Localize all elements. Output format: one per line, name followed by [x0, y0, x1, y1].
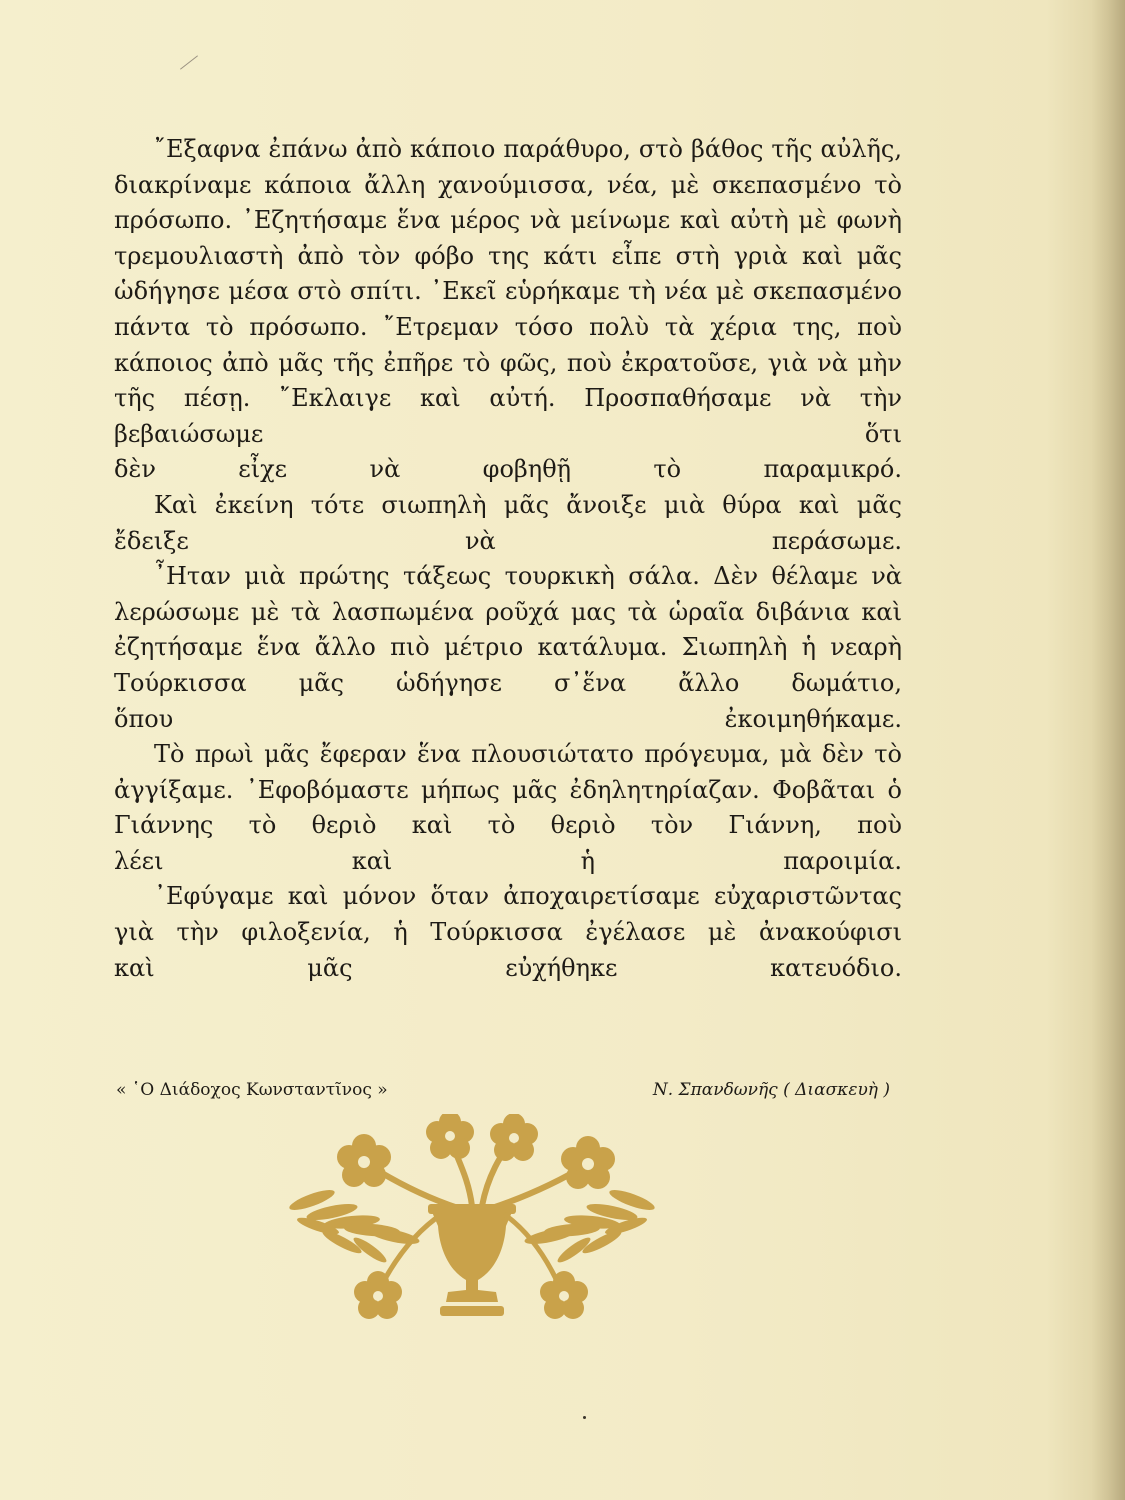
paragraph-3-text: ῏Ηταν μιὰ πρώτης τάξεως τουρκικὴ σάλα. Δὲν θέλαμε νὰ λερώσωμε μὲ τὰ λασπωμένα ροῦχά μας τὰ ὡραῖα διβάνια καὶ ἐζητήσαμε ἕνα ἄλλο πιὸ μέτριο κατάλυμα. Σιωπηλὴ ἡ νεαρὴ Τούρκισσα μᾶς ὡδήγησε σ᾽ἕνα ἄλλο δωμάτιο,: [114, 562, 902, 697]
source-title: « ῾Ο Διάδοχος Κωνσταντῖνος »: [116, 1080, 388, 1100]
stray-pencil-mark: [180, 55, 198, 69]
paragraph-4-text: Τὸ πρωὶ μᾶς ἔφεραν ἕνα πλουσιώτατο πρόγευμα, μὰ δὲν τὸ ἀγγίξαμε. ᾽Εφοβόμαστε μήπως μᾶς ἐδηλητηρίαζαν. Φοβᾶται ὁ Γιάννης τὸ θεριὸ καὶ τὸ θεριὸ τὸν Γιάννη, ποὺ: [114, 740, 902, 840]
print-speck: [583, 1416, 586, 1419]
paragraph-5-text: ᾽Εφύγαμε καὶ μόνον ὅταν ἀποχαιρετίσαμε εὐχαριστῶντας γιὰ τὴν φιλοξενία, ἡ Τούρκισσα ἐγέλασε μὲ ἀνακούφισι: [114, 882, 902, 947]
source-author: Ν. Σπανδωνῆς ( Διασκευὴ ): [652, 1080, 890, 1100]
paragraph-4-last-line: λέει καὶ ἡ παροιμία.: [114, 846, 902, 875]
paragraph-4: [114, 737, 902, 879]
paragraph-2: [114, 488, 902, 559]
paragraph-5-last-line: καὶ μᾶς εὐχήθηκε κατευόδιο.: [114, 953, 902, 982]
paragraph-1-last-line: δὲν εἶχε νὰ φοβηθῇ τὸ παραμικρό.: [114, 455, 902, 484]
paragraph-1: [114, 132, 902, 488]
paragraph-2-last-line: ἔδειξε νὰ περάσωμε.: [114, 526, 902, 555]
paragraph-1-text: ῎Εξαφνα ἐπάνω ἀπὸ κάποιο παράθυρο, στὸ βάθος τῆς αὐλῆς, διακρίναμε κάποια ἄλλη χανούμισσα, νέα, μὲ σκεπασμένο τὸ πρόσωπο. ᾽Εζητήσαμε ἕνα μέρος νὰ μείνωμε καὶ αὐτὴ μὲ φωνὴ τρεμουλιαστὴ ἀπὸ τὸν φόβο της κάτι εἶπε στὴ γριὰ καὶ μᾶς ὡδήγησε μέσα στὸ σπίτι. ᾽Εκεῖ εὑρήκαμε τὴ νέα μὲ σκεπασμένο πάντα τὸ πρόσωπο. ῎Ετρεμαν τόσο πολὺ τὰ χέρια της, ποὺ κάποιος ἀπὸ μᾶς τῆς ἐπῆρε τὸ φῶς, ποὺ ἐκρατοῦσε, γιὰ νὰ μὴν τῆς πέσῃ. ῎Εκλαιγε καὶ αὐτή. Προσπαθήσαμε νὰ τὴν βεβαιώσωμε ὅτι: [114, 135, 902, 448]
body-text: [114, 132, 902, 986]
paragraph-3-last-line: ὅπου ἐκοιμηθήκαμε.: [114, 704, 902, 733]
paragraph-3: [114, 559, 902, 737]
paragraph-5: [114, 879, 902, 986]
flower-vase-ornament-icon: [282, 1114, 662, 1334]
paragraph-2-text: Καὶ ἐκείνη τότε σιωπηλὴ μᾶς ἄνοιξε μιὰ θύρα καὶ μᾶς: [154, 490, 902, 519]
page-edge-shadow: [1091, 0, 1125, 1500]
